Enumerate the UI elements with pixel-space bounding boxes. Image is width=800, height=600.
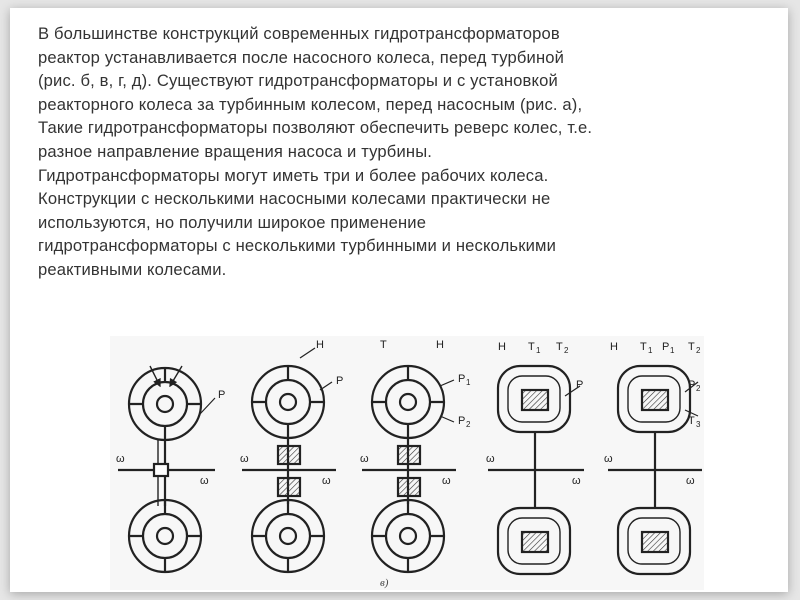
svg-text:P: P xyxy=(688,379,696,391)
svg-text:P: P xyxy=(458,373,466,385)
torque-converter-diagram xyxy=(110,336,704,590)
svg-text:2: 2 xyxy=(466,420,471,429)
svg-text:ω: ω xyxy=(686,475,695,487)
svg-text:P: P xyxy=(576,379,584,391)
svg-text:ω: ω xyxy=(240,453,249,465)
svg-text:ω: ω xyxy=(486,453,495,465)
svg-text:H: H xyxy=(610,341,618,353)
svg-text:ω: ω xyxy=(604,453,613,465)
svg-text:2: 2 xyxy=(564,346,569,355)
body-paragraph: В большинстве конструкций современных гидротрансформаторов реактор устанавливается после насосного колеса, перед турбиной (рис. б, в, г, д). Существуют гидротрансформаторы и с установкой реакторного колеса за турбинным колесом, перед насосным (рис. а), Такие гидротрансформаторы позволяют обеспечить реверс колес, т.е. разное направление вращения насоса и турбины. Гидротрансформаторы могут иметь три и более рабочих колеса. Конструкции с несколькими насосными колесами практически не используются, но получили широкое применение гидротрансформаторы с несколькими турбинными и несколькими реактивными колесами. xyxy=(38,24,593,279)
svg-text:H: H xyxy=(498,341,506,353)
svg-text:P: P xyxy=(218,389,226,401)
svg-text:T: T xyxy=(380,339,387,351)
svg-text:ω: ω xyxy=(116,453,125,465)
svg-text:ω: ω xyxy=(360,453,369,465)
figure-caption: в) xyxy=(380,577,389,589)
svg-text:1: 1 xyxy=(466,378,471,387)
svg-text:T: T xyxy=(528,341,535,353)
svg-text:2: 2 xyxy=(696,384,701,393)
svg-text:P: P xyxy=(336,375,344,387)
svg-text:1: 1 xyxy=(536,346,541,355)
svg-text:1: 1 xyxy=(670,346,675,355)
svg-text:P: P xyxy=(458,415,466,427)
svg-text:H: H xyxy=(316,339,324,351)
svg-text:ω: ω xyxy=(572,475,581,487)
svg-text:T: T xyxy=(688,341,695,353)
svg-text:ω: ω xyxy=(200,475,209,487)
svg-text:1: 1 xyxy=(648,346,653,355)
svg-text:T: T xyxy=(556,341,563,353)
slide xyxy=(10,8,788,592)
svg-text:ω: ω xyxy=(322,475,331,487)
svg-text:T: T xyxy=(688,415,695,427)
svg-text:T: T xyxy=(640,341,647,353)
svg-text:3: 3 xyxy=(696,420,701,429)
svg-text:P: P xyxy=(662,341,670,353)
svg-text:H: H xyxy=(436,339,444,351)
svg-text:ω: ω xyxy=(442,475,451,487)
svg-text:2: 2 xyxy=(696,346,701,355)
